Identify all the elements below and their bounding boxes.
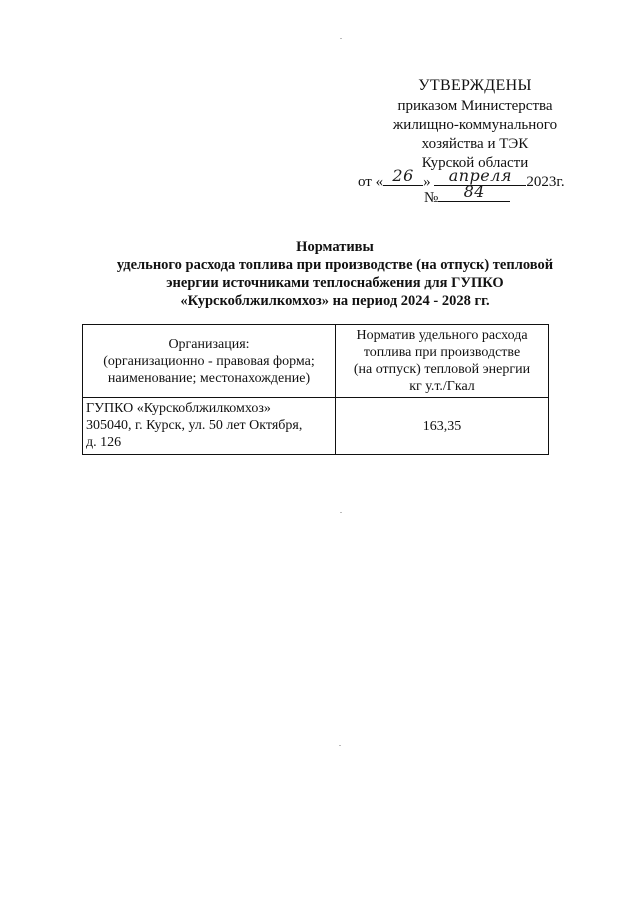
number-field bbox=[438, 182, 510, 202]
date-day-handwritten: 26 bbox=[392, 166, 414, 185]
org-line: д. 126 bbox=[86, 435, 122, 450]
scan-speck bbox=[340, 512, 342, 513]
org-line: ГУПКО «Курскоблжилкомхоз» bbox=[86, 401, 271, 416]
number-handwritten: 84 bbox=[463, 182, 485, 201]
org-line: 305040, г. Курск, ул. 50 лет Октября, bbox=[86, 418, 303, 433]
scan-speck bbox=[340, 38, 342, 39]
date-mid: » bbox=[423, 174, 431, 190]
header-org-line: (организационно - правовая форма; bbox=[103, 353, 315, 369]
approval-line: жилищно-коммунального bbox=[392, 117, 558, 133]
header-organization bbox=[83, 325, 336, 398]
header-norm-line: кг у.т./Гкал bbox=[409, 379, 475, 394]
header-org-line: Организация: bbox=[168, 336, 250, 352]
date-day-field bbox=[383, 166, 423, 186]
approval-line: Курской области bbox=[421, 155, 529, 171]
header-norm-line: топлива при производстве bbox=[363, 345, 521, 360]
date-year: 2023г. bbox=[526, 174, 565, 190]
cell-norm-value: 163,35 bbox=[336, 398, 549, 455]
approval-block bbox=[350, 76, 600, 173]
header-org-line: наименование; местонахождение) bbox=[107, 370, 311, 386]
header-norm bbox=[336, 325, 549, 398]
header-norm-line: Норматив удельного расхода bbox=[356, 328, 528, 343]
title-line: Нормативы bbox=[296, 239, 374, 255]
document-title bbox=[60, 238, 610, 310]
date-prefix: от « bbox=[358, 174, 384, 190]
table-row bbox=[83, 398, 549, 455]
cell-organization bbox=[83, 398, 336, 455]
date-month-handwritten: апреля bbox=[448, 166, 513, 185]
scan-speck bbox=[339, 745, 341, 746]
header-norm-line: (на отпуск) тепловой энергии bbox=[353, 362, 531, 377]
approval-line: приказом Министерства bbox=[397, 98, 553, 114]
title-line: «Курскоблжилкомхоз» на период 2024 - 2028 гг. bbox=[180, 293, 490, 309]
approval-number bbox=[424, 182, 544, 208]
title-line: удельного расхода топлива при производстве (на отпуск) тепловой bbox=[116, 257, 554, 273]
title-line: энергии источниками теплоснабжения для ГУПКО bbox=[166, 275, 504, 291]
approval-heading: УТВЕРЖДЕНЫ bbox=[418, 77, 532, 94]
number-prefix: № bbox=[424, 190, 439, 206]
table-header-row bbox=[83, 325, 549, 398]
norms-table bbox=[82, 324, 549, 455]
approval-line: хозяйства и ТЭК bbox=[421, 136, 529, 152]
